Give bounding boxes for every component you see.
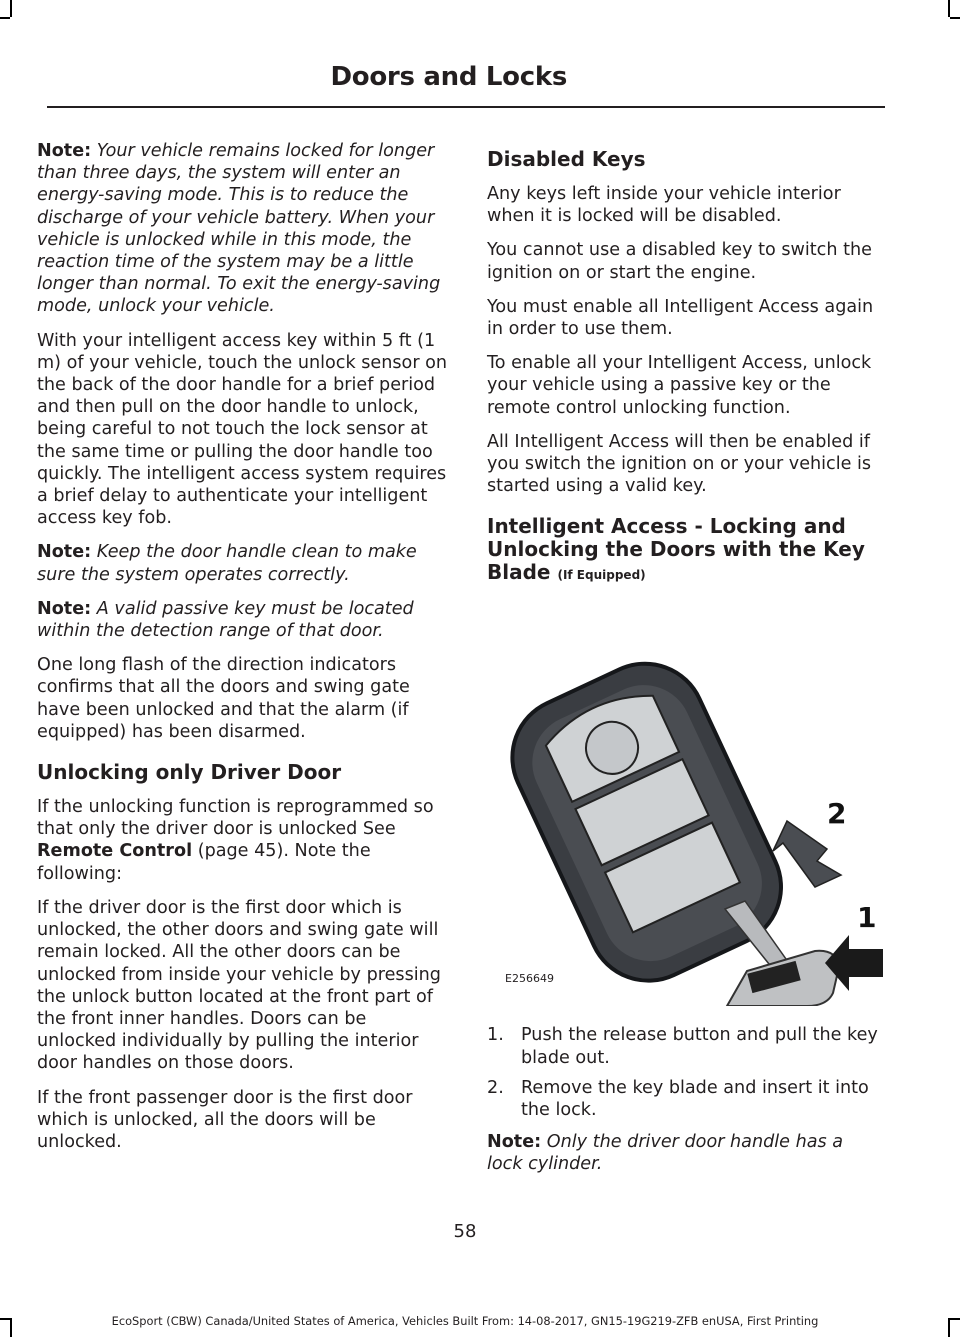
footer-text: EcoSport (CBW) Canada/United States of America, Vehicles Built From: 14-08-2017, GN15-19G219-ZFB enUSA, First Printing (111, 1314, 819, 1328)
page-number: 58 (453, 1221, 477, 1242)
section-heading-disabled-keys: Disabled Keys (487, 147, 646, 171)
note-label: Note: (37, 141, 92, 161)
paragraph: If the front passenger door is the first door which is unlocked, all the doors will be unlocked. (37, 1087, 413, 1152)
arrow-pull-icon (773, 821, 841, 887)
right-column (487, 140, 883, 1188)
text: (page 45). Note the following: (37, 841, 371, 884)
section-heading-key-blade (487, 515, 883, 587)
paragraph: To enable all your Intelligent Access, unlock your vehicle using a passive key or the remote control unlocking function. (487, 353, 872, 418)
list-item (487, 1077, 883, 1121)
paragraph-reprogrammed (37, 796, 449, 885)
paragraph: Any keys left inside your vehicle interior when it is locked will be disabled. (487, 184, 841, 227)
note-text: Keep the door handle clean to make sure the system operates correctly. (37, 542, 417, 585)
note-door-handle (37, 541, 449, 585)
step-number: 1. (487, 1025, 504, 1046)
crop-mark (950, 1318, 960, 1320)
paragraph: You must enable all Intelligent Access again in order to use them. (487, 296, 874, 340)
heading-text: Intelligent Access - Locking and Unlocking the Doors with the Key Blade (487, 514, 865, 585)
crop-mark (948, 1318, 950, 1337)
key-fob-illustration (487, 611, 883, 1006)
paragraph: One long flash of the direction indicators confirms that all the doors and swing gate have been unlocked and that the alarm (if equipped) has been disarmed. (37, 655, 410, 742)
page-title: Doors and Locks (330, 62, 567, 92)
note-lock-cylinder (487, 1131, 883, 1175)
key-blade-figure (487, 611, 883, 1006)
note-label: Note: (37, 598, 92, 619)
section-heading-unlocking-driver-door: Unlocking only Driver Door (37, 760, 342, 785)
note-text: Only the driver door handle has a lock cylinder. (487, 1132, 844, 1175)
left-column (37, 140, 449, 1165)
note-energy-saving (37, 140, 449, 318)
note-text: Your vehicle remains locked for longer than three days, the system will enter an energy-saving mode. This is to reduce the discharge of your vehicle battery. When your vehicle is unlocked while in this mode, the reaction time of the system may be a little longer than normal. To exit the energy-saving mode, unlock your vehicle. (37, 141, 441, 317)
crop-mark (0, 17, 10, 19)
crop-mark (10, 0, 12, 17)
note-label: Note: (487, 1132, 542, 1153)
note-passive-key (37, 598, 449, 642)
remote-control-link[interactable]: Remote Control (37, 841, 193, 862)
paragraph: If the driver door is the first door which is unlocked, the other doors and swing gate will remain locked. All the other doors can be unlocked from inside your vehicle by pressing the unlock button located at the front part of the front inner handles. Doors can be unlocked individually by pulling the interior door handles on those doors. (37, 897, 441, 1074)
callout-1: 1 (857, 901, 877, 935)
paragraph: All Intelligent Access will then be enabled if you switch the ignition on or your vehicle is started using a valid key. (487, 431, 872, 497)
list-item (487, 1024, 883, 1068)
step-text: Push the release button and pull the key blade out. (521, 1025, 878, 1068)
header-rule (47, 106, 885, 108)
note-label: Note: (37, 542, 92, 563)
text: If the unlocking function is reprogrammed so that only the driver door is unlocked See (37, 797, 434, 840)
heading-suffix: (If Equipped) (557, 568, 646, 583)
paragraph: With your intelligent access key within 5 ft (1 m) of your vehicle, touch the unlock sensor on the back of the door handle for a brief period and then pull on the door handle to unlock, being careful to not touch the lock sensor at the same time or pulling the door handle too quickly. The intelligent access system requires a brief delay to authenticate your intelligent access key fob. (37, 330, 448, 529)
note-text: A valid passive key must be located within the detection range of that door. (37, 598, 414, 642)
crop-mark (950, 17, 960, 19)
figure-code: E256649 (505, 972, 554, 986)
step-text: Remove the key blade and insert it into the lock. (521, 1077, 869, 1121)
steps-list (487, 1024, 883, 1121)
crop-mark (948, 0, 950, 17)
callout-2: 2 (827, 797, 847, 831)
paragraph: You cannot use a disabled key to switch the ignition on or start the engine. (487, 240, 872, 283)
step-number: 2. (487, 1077, 504, 1098)
